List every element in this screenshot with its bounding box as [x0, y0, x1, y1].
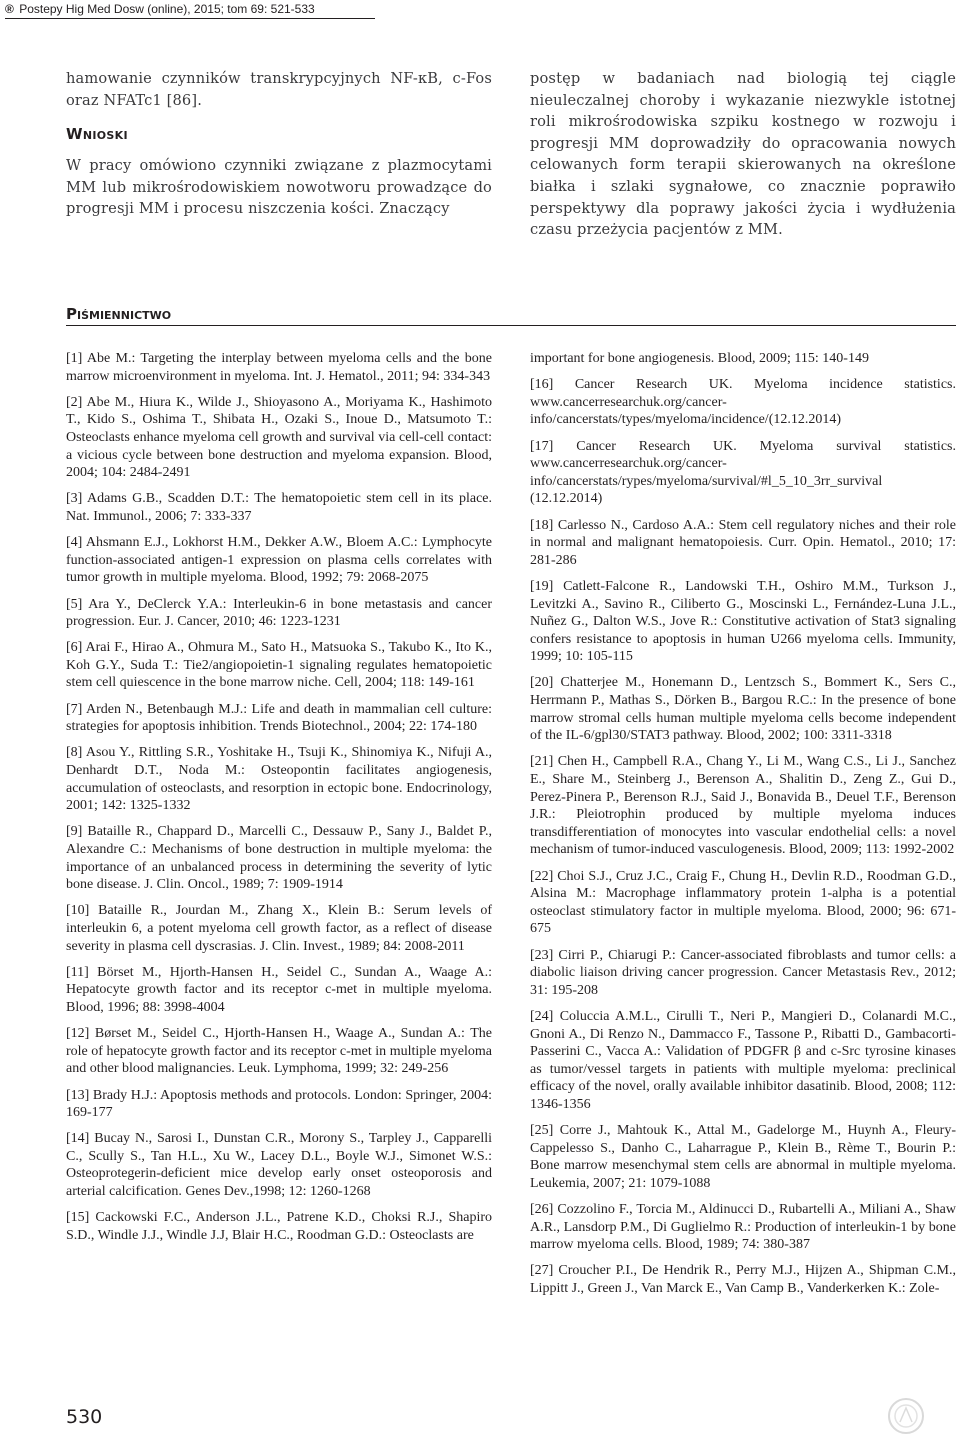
- registered-icon: ®: [5, 2, 14, 16]
- reference-item: [9] Bataille R., Chappard D., Marcelli C., Dessauw P., Sany J., Baldet P., Alexandre C.: Mechanisms of bone destruction in multiple myeloma: the importance of an unbalanced process in determining the severity of lytic bone disease. J. Clin. Oncol., 1989; 7: 1909-1914: [66, 824, 492, 893]
- reference-item: [22] Choi S.J., Cruz J.C., Craig F., Chung H., Devlin R.D., Roodman G.D., Alsina M.: Macrophage inflammatory protein 1-alpha is a potential osteoclast stimulatory factor in multiple myeloma. Blood, 2000; 96: 671-675: [530, 868, 956, 937]
- reference-item: [25] Corre J., Mahtouk K., Attal M., Gadelorge M., Huynh A., Fleury-Cappelesso S., Danho C., Laharrague P., Klein B., Rème T., Bourin P.: Bone marrow mesenchymal stem cells are abnormal in multiple myeloma. Leukemia, 2007; 21: 1079-1088: [530, 1123, 956, 1191]
- references-left-column: [66, 350, 492, 1253]
- conclusions-heading: Wnioski: [66, 125, 128, 144]
- references-heading: Piśmiennictwo: [66, 305, 956, 326]
- reference-item: [3] Adams G.B., Scadden D.T.: The hematopoietic stem cell in its place. Nat. Immunol., 2006; 7: 333-337: [66, 491, 492, 524]
- reference-item: [1] Abe M.: Targeting the interplay between myeloma cells and the bone marrow microenvironment in myeloma. Int. J. Hematol., 2011; 94: 334-343: [66, 351, 492, 384]
- reference-item: [26] Cozzolino F., Torcia M., Aldinucci D., Rubartelli A., Miliani A., Shaw A.R., Lansdorp P.M., Di Guglielmo R.: Production of interleukin-1 by bone marrow myeloma cells. Blood, 1989; 74: 380-387: [530, 1202, 956, 1253]
- reference-item: [2] Abe M., Hiura K., Wilde J., Shioyasono A., Moriyama K., Hashimoto T., Kido S., Oshima T., Shibata H., Ozaki S., Inoue D., Matsumoto T.: Osteoclasts enhance myeloma cell growth and survival via cell-cell contact: a vicious cycle between bone destruction and myeloma expansion. Blood, 2004; 104: 2484-2491: [66, 394, 492, 481]
- publisher-logo-icon: [886, 1396, 926, 1436]
- reference-item: [6] Arai F., Hirao A., Ohmura M., Sato H., Matsuoka S., Takubo K., Ito K., Koh G.Y., Suda T.: Tie2/angiopoietin-1 signaling regulates hematopoietic stem cell quiescence in the bone marrow niche. Cell, 2004; 118: 149-161: [66, 640, 492, 691]
- reference-item: [4] Ahsmann E.J., Lokhorst H.M., Dekker A.W., Bloem A.C.: Lymphocyte function-associated antigen-1 expression on plasma cells correlates with tumor growth in multiple myeloma. Blood, 1992; 79: 2068-2075: [66, 535, 492, 586]
- reference-item: [16] Cancer Research UK. Myeloma incidence statistics. www.cancerresearchuk.org/cancer-info/cancerstats/types/myeloma/incidence/(12.12.2014): [530, 377, 956, 428]
- reference-item: [12] Børset M., Seidel C., Hjorth-Hansen H., Waage A., Sundan A.: The role of hepatocyte growth factor and its receptor c-met in multiple myeloma and other blood malignancies. Leuk. Lymphoma, 1999; 32: 249-256: [66, 1026, 492, 1077]
- reference-item: [21] Chen H., Campbell R.A., Chang Y., Li M., Wang C.S., Li J., Sanchez E., Share M., Steinberg J., Berenson A., Shalitin D., Zeng Z., Gui D., Perez-Pinera P., Berenson R.J., Said J., Bonavida B., Deuel T.F., Berenson J.R.: Pleiotrophin produced by multiple myeloma induces transdifferentiation of monocytes into vascular endothelial cells: a novel mechanism of tumor-induced vasculogenesis. Blood, 2009; 113: 1992-2002: [530, 754, 956, 858]
- running-head: [5, 0, 375, 19]
- conclusions-right-column: [530, 68, 956, 241]
- reference-item: [24] Coluccia A.M.L., Cirulli T., Neri P., Mangieri D., Colanardi M.C., Gnoni A., Di Renzo N., Dammacco F., Tassone P., Ribatti D., Gambacorti-Passerini C., Vacca A.: Validation of PDGFR β and c-Src tyrosine kinases as tumor/vessel targets in patients with multiple myeloma: preclinical efficacy of the novel, orally available inhibitor dasatinib. Blood, 2008; 112: 1346-1356: [530, 1008, 956, 1112]
- page-number: 530: [66, 1406, 103, 1428]
- reference-item: [17] Cancer Research UK. Myeloma survival statistics. www.cancerresearchuk.org/cancer-info/cancerstats/rypes/myeloma/survival/#l_5_10_3rr_survival (12.12.2014): [530, 438, 956, 507]
- reference-item: [19] Catlett-Falcone R., Landowski T.H., Oshiro M.M., Turkson J., Levitzki A., Savino R., Ciliberto G., Moscinski L., Fernández-Luna J.L., Nuñez G., Dalton W.S., Jove R.: Constitutive activation of Stat3 signaling confers resistance to apoptosis in human U266 myeloma cells. Immunity, 1999; 10: 105-115: [530, 578, 956, 665]
- reference-item: [5] Ara Y., DeClerck Y.A.: Interleukin-6 in bone metastasis and cancer progression. Eur. J. Cancer, 2010; 46: 1223-1231: [66, 596, 492, 630]
- reference-item: important for bone angiogenesis. Blood, 2009; 115: 140-149: [530, 351, 869, 366]
- reference-item: [14] Bucay N., Sarosi I., Dunstan C.R., Morony S., Tarpley J., Capparelli C., Scully S., Tan H.L., Xu W., Lacey D.L., Boyle W.J., Simonet W.S.: Osteoprotegerin-deficient mice develop early onset osteoporosis and arterial calcification. Genes Dev.,1998; 12: 1260-1268: [66, 1131, 492, 1200]
- reference-item: [13] Brady H.J.: Apoptosis methods and protocols. London: Springer, 2004: 169-177: [66, 1087, 492, 1121]
- journal-citation: Postepy Hig Med Dosw (online), 2015; tom 69: 521-533: [19, 2, 315, 16]
- reference-item: [7] Arden N., Betenbaugh M.J.: Life and death in mammalian cell culture: strategies for apoptosis inhibition. Trends Biotechnol., 2004; 22: 174-180: [66, 701, 492, 735]
- intro-paragraph: hamowanie czynników transkrypcyjnych NF-κB, c-Fos oraz NFATc1 [86].: [66, 70, 492, 109]
- intro-left-column: [66, 68, 492, 220]
- conclusions-right-paragraph: postęp w badaniach nad biologią tej ciągle nieuleczalnej choroby i wykazanie niezwykle istotnej roli mikrośrodowiska szpiku kostnego w rozwoju i progresji MM doprowadziły do opracowania nowych celowanych form terapii skierowanych na określone białka i szlaki sygnałowe, co znacznie poprawiło perspektywy dla poprawy jakości życia i wydłużenia czasu przeżycia pacjentów z MM.: [530, 70, 956, 239]
- reference-item: [20] Chatterjee M., Honemann D., Lentzsch S., Bommert K., Sers C., Herrmann P., Mathas S., Dörken B., Bargou R.C.: In the presence of bone marrow stromal cells human multiple myeloma cells become independent of the IL-6/gpl30/STAT3 pathway. Blood, 2002; 100: 3311-3318: [530, 675, 956, 744]
- reference-item: [18] Carlesso N., Cardoso A.A.: Stem cell regulatory niches and their role in normal and malignant hematopoiesis. Curr. Opin. Hematol., 2010; 17: 281-286: [530, 517, 956, 568]
- reference-item: [8] Asou Y., Rittling S.R., Yoshitake H., Tsuji K., Shinomiya K., Nifuji A., Denhardt D.T., Noda M.: Osteopontin facilitates angiogenesis, accumulation of osteoclasts, and resorption in ectopic bone. Endocrinology, 2001; 142: 1325-1332: [66, 745, 492, 814]
- reference-item: [23] Cirri P., Chiarugi P.: Cancer-associated fibroblasts and tumor cells: a diabolic liaison driving cancer progression. Cancer Metastasis Rev., 2012; 31: 195-208: [530, 947, 956, 998]
- reference-item: [15] Cackowski F.C., Anderson J.L., Patrene K.D., Choksi R.J., Shapiro S.D., Windle J.J., Windle J.J, Blair H.C., Roodman G.D.: Osteoclasts are: [66, 1210, 492, 1243]
- reference-item: [10] Bataille R., Jourdan M., Zhang X., Klein B.: Serum levels of interleukin 6, a potent myeloma cell growth factor, as a reflect of disease severity in plasma cell dyscrasias. J. Clin. Invest., 1989; 84: 2008-2011: [66, 903, 492, 954]
- reference-item: [27] Croucher P.I., De Hendrik R., Perry M.J., Hijzen A., Shipman C.M., Lippitt J., Green J., Van Marck E., Van Camp B., Vanderkerken K.: Zole-: [530, 1263, 956, 1297]
- reference-item: [11] Börset M., Hjorth-Hansen H., Seidel C., Sundan A., Waage A.: Hepatocyte growth factor and its receptor c-met in multiple myeloma. Blood, 1996; 88: 3998-4004: [66, 964, 492, 1015]
- conclusions-left-paragraph: W pracy omówiono czynniki związane z plazmocytami MM lub mikrośrodowiskiem nowotworu prowadzące do progresji MM i procesu niszczenia kości. Znaczący: [66, 157, 492, 218]
- references-right-column: [530, 350, 956, 1306]
